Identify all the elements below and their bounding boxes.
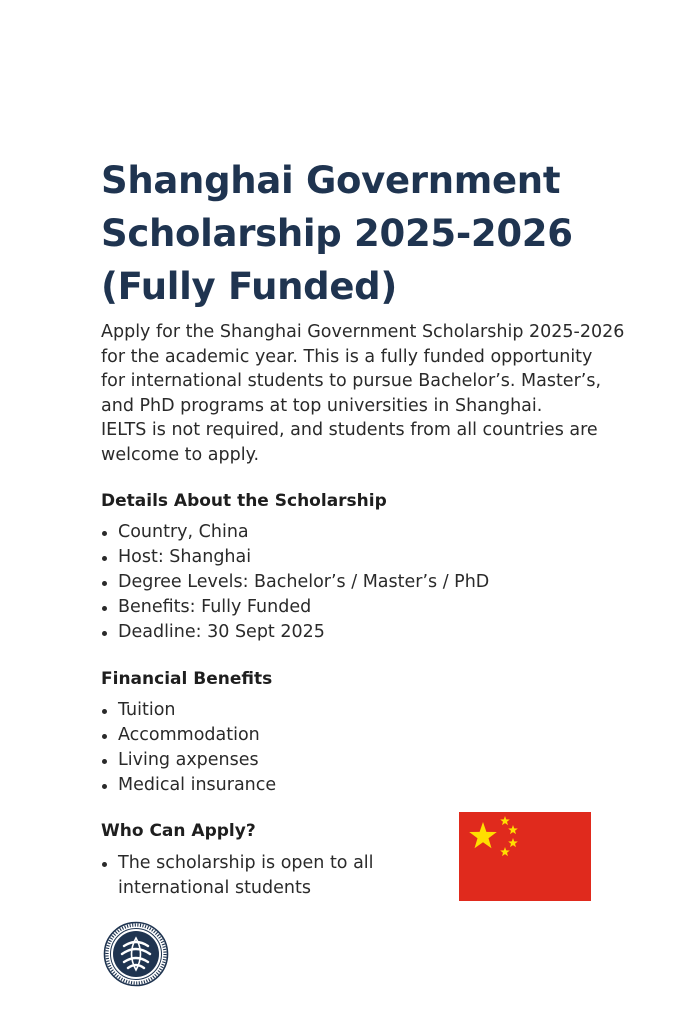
list-item-text	[118, 851, 374, 901]
flag-field	[459, 812, 591, 901]
list-item-text: Benefits: Fully Funded	[118, 597, 312, 617]
who-can-apply-list	[101, 851, 374, 901]
list-item-text: Tuition	[118, 700, 176, 720]
list-item	[101, 698, 276, 723]
intro-line: and PhD programs at top universities in Shanghai.	[101, 395, 543, 416]
intro-line: for international students to pursue Bachelor’s. Master’s,	[101, 371, 602, 392]
seal-graphic	[103, 921, 169, 987]
list-item-text: Accommodation	[118, 725, 260, 745]
bullet-icon	[102, 709, 107, 714]
bullet-icon	[102, 631, 107, 636]
list-item-text: Host: Shanghai	[118, 547, 252, 567]
list-item	[101, 723, 276, 748]
list-item	[101, 851, 374, 901]
intro-line: IELTS is not required, and students from all countries are	[101, 420, 598, 441]
china-flag-graphic	[459, 812, 591, 901]
bullet-icon	[102, 581, 107, 586]
list-item	[101, 520, 489, 545]
intro-line: Apply for the Shanghai Government Scholarship 2025-2026	[101, 322, 625, 342]
university-seal-logo	[103, 921, 169, 987]
list-item-text: Deadline: 30 Sept 2025	[118, 622, 325, 642]
details-heading: Details About the Scholarship	[101, 491, 387, 511]
details-list	[101, 520, 489, 645]
who-can-apply-heading: Who Can Apply?	[101, 821, 256, 841]
list-item	[101, 620, 489, 645]
bullet-icon	[102, 784, 107, 789]
bullet-icon	[102, 531, 107, 536]
bullet-icon	[102, 556, 107, 561]
bullet-icon	[102, 734, 107, 739]
list-item	[101, 773, 276, 798]
intro-paragraph	[101, 320, 625, 468]
china-flag-icon	[459, 812, 591, 901]
financial-list	[101, 698, 276, 798]
list-item-line: international students	[118, 878, 311, 898]
intro-line: for the academic year. This is a fully funded opportunity	[101, 346, 593, 367]
list-item-text: Country, China	[118, 522, 249, 542]
title-line: Scholarship 2025-2026	[101, 212, 573, 255]
list-item	[101, 595, 489, 620]
list-item-text: Degree Levels: Bachelor’s / Master’s / PhD	[118, 572, 490, 592]
list-item-text: Medical insurance	[118, 775, 277, 795]
page-title	[101, 154, 661, 313]
list-item	[101, 748, 276, 773]
bullet-icon	[102, 759, 107, 764]
title-line: Shanghai Government	[101, 159, 561, 202]
list-item	[101, 545, 489, 570]
financial-heading: Financial Benefits	[101, 669, 273, 689]
title-line: (Fully Funded)	[101, 265, 397, 308]
bullet-icon	[102, 606, 107, 611]
list-item	[101, 570, 489, 595]
list-item-text: Living axpenses	[118, 750, 259, 770]
bullet-icon	[102, 862, 107, 867]
list-item-line: The scholarship is open to all	[118, 853, 374, 873]
intro-line: welcome to apply.	[101, 444, 260, 465]
